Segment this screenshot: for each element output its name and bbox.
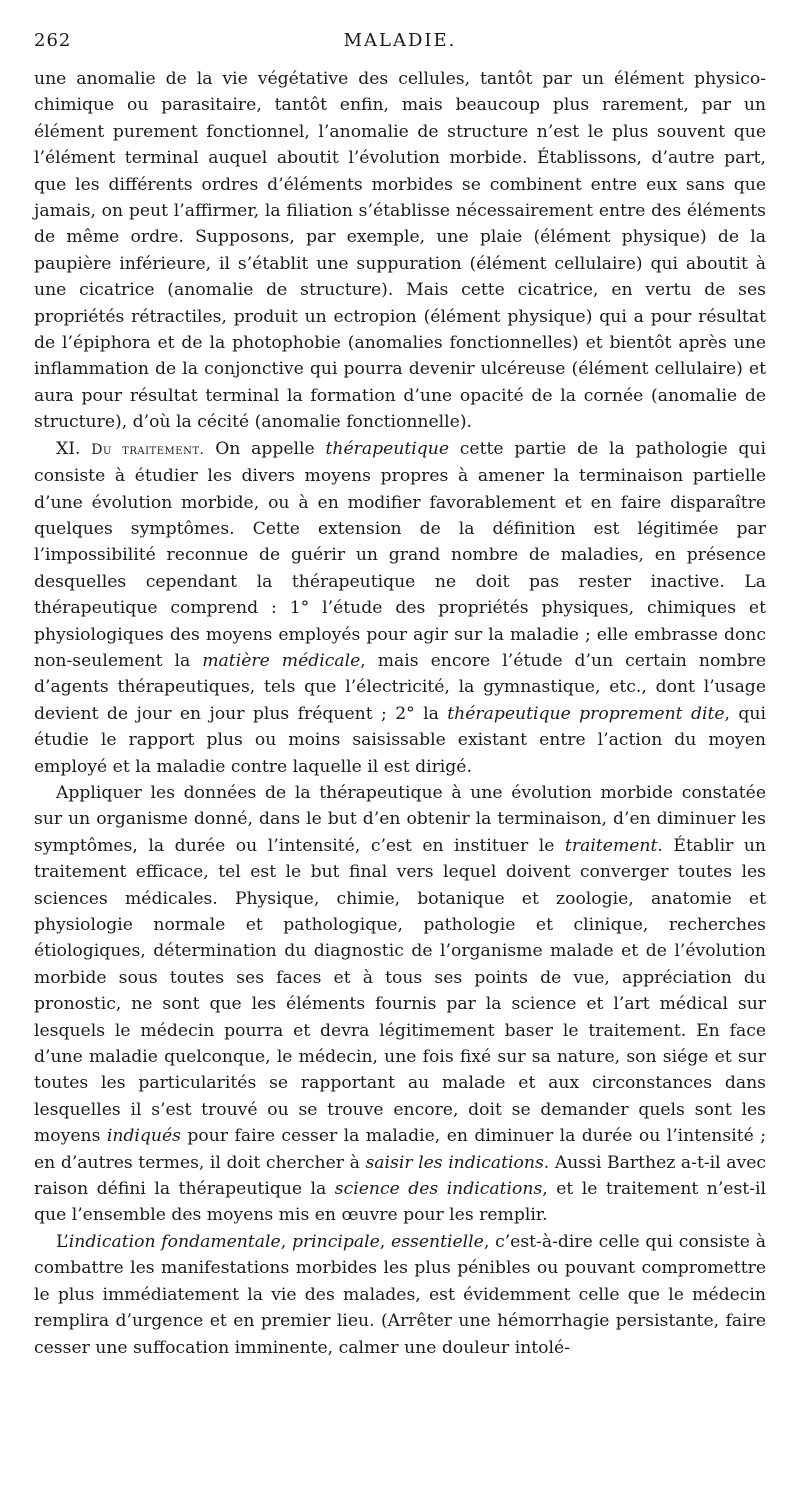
emphasis: thérapeutique	[325, 438, 449, 459]
text-run: , c’est-à-dire celle qui consiste à combattre les manifestations morbides les plus pénibles ou pouvant compromettre le plus immédiatement la vie des malades, est évidemment celle que le médecin remplira d’urgence et en premier lieu. (Arrêter une hémorrhagie persistante, faire cesser une suffocation imminente, calmer une douleur intolé-	[34, 1231, 766, 1358]
emphasis: indication fondamentale	[68, 1231, 281, 1252]
text-run: pour faire cesser la maladie, en diminuer la durée ou l’intensité ; en d’autres termes, il doit chercher à	[34, 1126, 766, 1173]
section-heading: Du traitement.	[91, 441, 205, 458]
text-run: ,	[280, 1231, 292, 1252]
paragraph-section-xi	[34, 436, 766, 780]
text-run: . Établir un traitement efficace, tel est le but final vers lequel doivent converger toutes les sciences médicales. Physique, chimie, botanique et zoologie, anatomie et physiologie normale et pathologique, pathologie et clinique, recherches étiologiques, détermination du diagnostic de l’organisme malade et de l’évolution morbide sous toutes ses faces et à tous ses points de vue, appréciation du pronostic, ne sont que les éléments fournis par la science et l’art médical sur lesquels le médecin pourra et devra légitimement baser le traitement. En face d’une maladie quelconque, le médecin, une fois fixé sur sa nature, son siége et sur toutes les particularités se rapportant au malade et aux circonstances dans lesquelles il s’est trouvé ou se trouve encore, doit se demander quels sont les moyens	[34, 835, 767, 1147]
emphasis: saisir les indications	[365, 1152, 544, 1173]
emphasis: science des indications	[334, 1179, 543, 1200]
text-run: , et le traitement n’est-il que l’ensemble des moyens mis en œuvre pour les remplir.	[34, 1179, 767, 1226]
text-run: , qui étudie le rapport plus ou moins saisissable existant entre l’action du moyen employé et la maladie contre laquelle il est dirigé.	[34, 703, 766, 777]
emphasis: essentielle	[391, 1231, 484, 1252]
text-run: , mais encore l’étude d’un certain nombre d’agents thérapeutiques, tels que l’électricité, la gymnastique, etc., dont l’usage devient de jour en jour plus fréquent ; 2° la	[34, 650, 766, 724]
running-header	[34, 30, 766, 56]
text-run: ,	[379, 1231, 392, 1252]
text-run: On appelle	[204, 438, 326, 459]
paragraph-traitement	[34, 780, 766, 1229]
text-run: cette partie de la pathologie qui consiste à étudier les divers moyens propres à amener la terminaison partielle d’une évolution morbide, ou à en modifier favorablement et en faire disparaître quelques symptômes. Cette extension de la définition est légitimée par l’impossibilité reconnue de guérir un grand nombre de maladies, en présence desquelles cependant la thérapeutique ne doit pas rester inactive. La thérapeutique comprend : 1° l’étude des propriétés physiques, chimiques et physiologiques des moyens employés pour agir sur la maladie ; elle embrasse donc non-seulement la	[34, 438, 766, 671]
emphasis: thérapeutique proprement dite	[447, 703, 725, 724]
paragraph-indication	[34, 1229, 766, 1361]
body-text	[34, 66, 766, 1361]
page-number: 262	[34, 30, 72, 51]
text-run: une anomalie de la vie végétative des cellules, tantôt par un élément physico-chimique ou parasitaire, tantôt enfin, mais beaucoup plus rarement, par un élément purement fonctionnel, l’anomalie de structure n’est le plus souvent que l’élément terminal auquel aboutit l’évolution morbide. Établissons, d’autre part, que les différents ordres d’éléments morbides se combinent entre eux sans que jamais, on peut l’affirmer, la filiation s’établisse nécessairement entre des éléments de même ordre. Supposons, par exemple, une plaie (élément physique) de la paupière inférieure, il s’établit une suppuration (élément cellulaire) qui aboutit à une cicatrice (anomalie de structure). Mais cette cicatrice, en vertu de ses propriétés rétractiles, produit un ectropion (élément physique) qui a pour résultat de l’épiphora et de la photophobie (anomalies fonctionnelles) et bientôt après une inflammation de la conjonctive qui pourra devenir ulcéreuse (élément cellulaire) et aura pour résultat terminal la formation d’une opacité de la cornée (anomalie de structure), d’où la cécité (anomalie fonctionnelle).	[34, 69, 766, 433]
running-title: MALADIE.	[343, 30, 457, 51]
section-number: XI.	[56, 438, 81, 459]
emphasis: principale	[291, 1231, 380, 1252]
emphasis: matière médicale	[202, 650, 361, 671]
emphasis: traitement	[565, 835, 658, 856]
text-run: Appliquer les données de la thérapeutique à une évolution morbide constatée sur un organisme donné, dans le but d’en obtenir la terminaison, d’en diminuer les symptômes, la durée ou l’intensité, c’est en instituer le	[34, 782, 766, 856]
paragraph-continuation	[34, 66, 766, 436]
text-run: L’	[56, 1231, 69, 1252]
emphasis: indiqués	[106, 1126, 181, 1147]
text-run: . Aussi Barthez a-t-il avec raison défini la thérapeutique la	[34, 1152, 767, 1200]
